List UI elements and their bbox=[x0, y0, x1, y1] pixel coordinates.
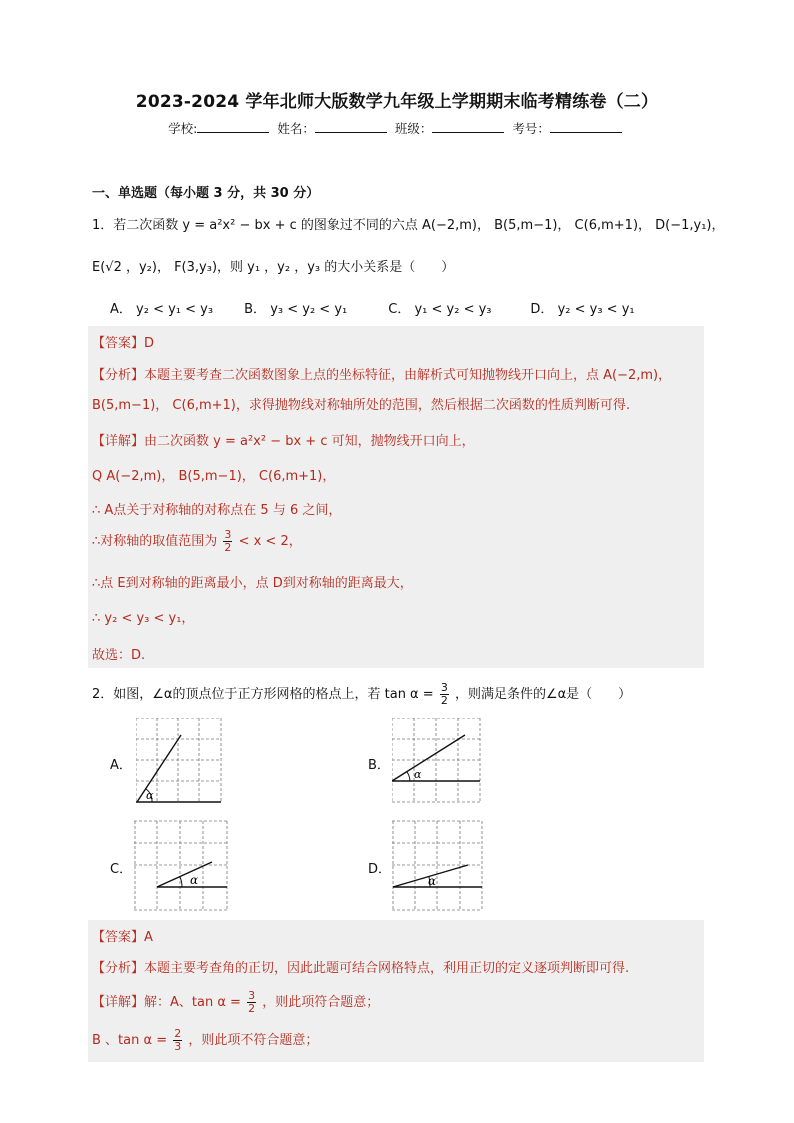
q2-option-a-alpha: α bbox=[146, 789, 154, 802]
q1-detail-line4-tail: < x < 2， bbox=[238, 534, 302, 549]
q2-detail-a-text: 【详解】解：A、tan α = bbox=[92, 995, 241, 1010]
student-info-line bbox=[0, 119, 794, 137]
q2-stem-text: 2．如图，∠α的顶点位于正方形网格的格点上，若 tan α = bbox=[92, 687, 434, 702]
school-blank[interactable] bbox=[197, 120, 269, 133]
document-title: 2023-2024 学年北师大版数学九年级上学期期末临考精练卷（二） bbox=[135, 92, 659, 112]
q1-options bbox=[110, 298, 635, 317]
q1-stem-line2: E(√2 ，y₂)， F(3,y₃)，则 y₁ ，y₂ ，y₃ 的大小关系是（ ） bbox=[92, 260, 455, 275]
q1-analysis-line2: B(5,m−1)， C(6,m+1)，求得抛物线对称轴所处的范围，然后根据二次函数的性质判断可得. bbox=[92, 398, 631, 413]
q2-detail-b-tail: ，则此项不符合题意； bbox=[188, 1033, 319, 1048]
q1-fraction bbox=[223, 529, 232, 554]
q2-option-d-alpha: α bbox=[428, 874, 437, 888]
class-label: 班级： bbox=[394, 121, 433, 136]
q1-option-a[interactable]: A． y₂ < y₁ < y₃ bbox=[110, 302, 214, 317]
q2-option-a-figure[interactable] bbox=[136, 718, 222, 804]
q2-stem bbox=[92, 682, 631, 707]
school-label: 学校: bbox=[168, 121, 198, 136]
section-heading: 一、单选题（每小题 3 分，共 30 分） bbox=[92, 186, 320, 201]
q2-detail-a-tail: ，则此项符合题意； bbox=[262, 995, 380, 1010]
q1-detail-line4 bbox=[92, 529, 302, 554]
class-blank[interactable] bbox=[432, 120, 504, 133]
q2-option-c-label[interactable]: C． bbox=[110, 862, 133, 877]
name-blank[interactable] bbox=[315, 120, 387, 133]
q2-detail-b-text: B 、tan α = bbox=[92, 1033, 168, 1048]
q1-option-c[interactable]: C． y₁ < y₂ < y₃ bbox=[388, 302, 492, 317]
q2-stem-denominator: 2 bbox=[440, 694, 448, 707]
q2-detail-b bbox=[92, 1028, 318, 1053]
q1-detail-line7: 故选：D. bbox=[92, 648, 146, 663]
q1-detail-line2: Q A(−2,m)， B(5,m−1)， C(6,m+1)， bbox=[92, 469, 336, 484]
q2-detail-b-fraction bbox=[173, 1028, 182, 1053]
q1-option-d[interactable]: D． y₂ < y₃ < y₁ bbox=[530, 302, 635, 317]
q2-detail-a bbox=[92, 990, 379, 1015]
q2-option-b-alpha: α bbox=[414, 768, 422, 781]
q2-detail-b-denominator: 3 bbox=[174, 1040, 182, 1053]
q1-detail-line5: ∴点 E到对称轴的距离最小，点 D到对称轴的距离最大， bbox=[92, 576, 413, 591]
exam-number-label: 考号： bbox=[512, 121, 550, 136]
q1-option-b[interactable]: B． y₃ < y₂ < y₁ bbox=[244, 302, 348, 317]
q2-answer: 【答案】A bbox=[92, 930, 153, 945]
q2-option-d-figure[interactable] bbox=[392, 820, 484, 912]
q1-answer: 【答案】D bbox=[92, 336, 155, 351]
q2-option-a-label[interactable]: A． bbox=[110, 758, 132, 773]
q1-detail-line4-text: ∴对称轴的取值范围为 bbox=[92, 534, 218, 549]
q2-detail-a-denominator: 2 bbox=[248, 1002, 256, 1015]
q1-analysis-line1: 【分析】本题主要考查二次函数图象上点的坐标特征，由解析式可知抛物线开口向上，点 A(−2,m)， bbox=[92, 368, 672, 383]
q2-option-d-label[interactable]: D． bbox=[368, 862, 392, 877]
q1-detail-line6: ∴ y₂ < y₃ < y₁， bbox=[92, 611, 195, 626]
q1-detail-line3: ∴ A点关于对称轴的对称点在 5 与 6 之间， bbox=[92, 503, 342, 518]
q2-detail-a-fraction bbox=[247, 990, 256, 1015]
q1-fraction-numerator: 3 bbox=[224, 528, 232, 541]
q2-option-c-figure[interactable] bbox=[134, 820, 228, 912]
q2-analysis: 【分析】本题主要考查角的正切，因此此题可结合网格特点，利用正切的定义逐项判断即可得. bbox=[92, 961, 630, 976]
q1-stem-line1: 1．若二次函数 y = a²x² − bx + c 的图象过不同的六点 A(−2,m)， B(5,m−1)， C(6,m+1)， D(−1,y₁)， bbox=[92, 218, 725, 233]
q2-detail-b-numerator: 2 bbox=[174, 1027, 182, 1040]
q2-answer-box bbox=[88, 920, 704, 1062]
q2-stem-fraction bbox=[440, 682, 449, 707]
q2-option-b-label[interactable]: B． bbox=[368, 758, 390, 773]
q2-stem-tail: ，则满足条件的∠α是（ ） bbox=[454, 687, 632, 702]
q2-stem-numerator: 3 bbox=[440, 681, 448, 694]
q1-detail-line1: 【详解】由二次函数 y = a²x² − bx + c 可知，抛物线开口向上， bbox=[92, 434, 475, 449]
name-label: 姓名： bbox=[277, 121, 315, 136]
q1-fraction-denominator: 2 bbox=[224, 541, 232, 554]
q2-detail-a-numerator: 3 bbox=[248, 989, 256, 1002]
exam-number-blank[interactable] bbox=[550, 120, 622, 133]
q2-option-c-alpha: α bbox=[190, 873, 199, 887]
q1-answer-box bbox=[88, 326, 704, 668]
q2-option-b-figure[interactable] bbox=[392, 718, 482, 804]
